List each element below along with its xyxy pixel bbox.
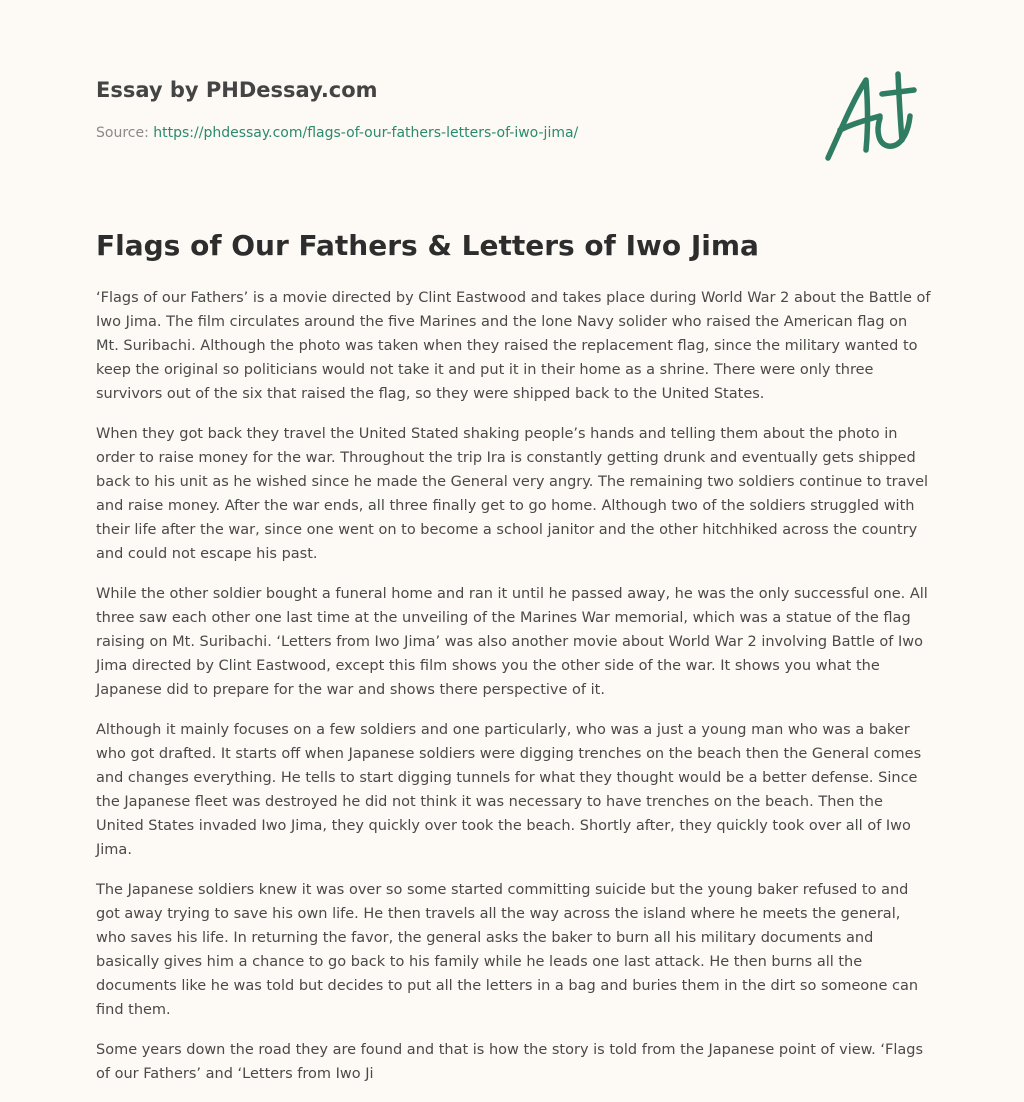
essay-paragraph: The Japanese soldiers knew it was over so some started committing suicide but the young baker refused to and got away trying to save his own life. He then travels all the way across the island where he meets the general, who saves his life. In returning the favor, the general asks the baker to burn all his military documents and basically gives him a chance to go back to his family while he leads one last attack. He then burns all the documents like he was told but decides to put all the letters in a bag and buries them in the dirt so someone can find them.: [96, 882, 919, 1018]
site-header-title: Essay by PHDessay.com: [96, 78, 378, 102]
source-link[interactable]: https://phdessay.com/flags-of-our-fathers-letters-of-iwo-jima/: [153, 125, 579, 141]
essay-paragraph: ‘Flags of our Fathers’ is a movie directed by Clint Eastwood and takes place during World War 2 about the Battle of Iwo Jima. The film circulates around the five Marines and the lone Navy solider who raised the American flag on Mt. Suribachi. Although the photo was taken when they raised the replacement flag, since the military wanted to keep the original so politicians would not take it and put it in their home as a shrine. There were only three survivors out of the six that raised the flag, so they were shipped back to the United States.: [96, 290, 931, 402]
essay-body: [96, 286, 932, 1102]
essay-paragraph: Some years down the road they are found and that is how the story is told from the Japanese point of view. ‘Flags of our Fathers’ and ‘Letters from Iwo Ji: [96, 1042, 924, 1082]
source-line: [96, 121, 578, 145]
essay-title: Flags of Our Fathers & Letters of Iwo Jima: [96, 229, 759, 262]
essay-paragraph: Although it mainly focuses on a few soldiers and one particularly, who was a just a young man who was a baker who got drafted. It starts off when Japanese soldiers were digging trenches on the beach then the General comes and changes everything. He tells to start digging tunnels for what they thought would be a better defense. Since the Japanese fleet was destroyed he did not think it was necessary to have trenches on the beach. Then the United States invaded Iwo Jima, they quickly over took the beach. Shortly after, they quickly took over all of Iwo Jima.: [96, 722, 922, 858]
essay-paragraph: While the other soldier bought a funeral home and ran it until he passed away, he was the only successful one. All three saw each other one last time at the unveiling of the Marines War memorial, which was a statue of the flag raising on Mt. Suribachi. ‘Letters from Iwo Jima’ was also another movie about World War 2 involving Battle of Iwo Jima directed by Clint Eastwood, except this film shows you the other side of the war. It shows you what the Japanese did to prepare for the war and shows there perspective of it.: [96, 586, 928, 698]
source-label: Source:: [96, 125, 154, 141]
a-plus-grade-icon: [822, 66, 930, 166]
essay-paragraph: When they got back they travel the United Stated shaking people’s hands and telling them about the photo in order to raise money for the war. Throughout the trip Ira is constantly getting drunk and eventually gets shipped back to his unit as he wished since he made the General very angry. The remaining two soldiers continue to travel and raise money. After the war ends, all three finally get to go home. Although two of the soldiers struggled with their life after the war, since one went on to become a school janitor and the other hitchhiked across the country and could not escape his past.: [96, 426, 929, 562]
